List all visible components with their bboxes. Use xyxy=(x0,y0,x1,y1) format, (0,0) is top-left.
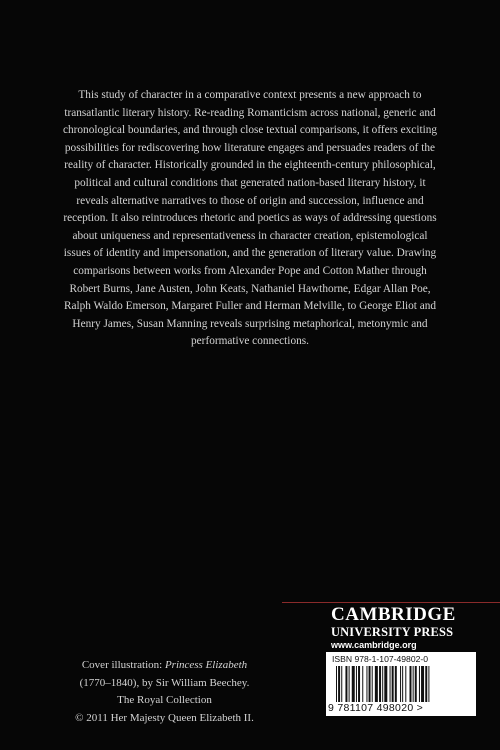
credit-line-3: The Royal Collection xyxy=(117,694,212,706)
credit-line-1: Cover illustration: Princess Elizabeth xyxy=(81,659,248,671)
publisher-url: www.cambridge.org xyxy=(331,640,417,650)
isbn-barcode-box xyxy=(326,652,476,716)
book-description: This study of character in a comparative context presents a new approach to transatlantic literary history. Re-reading Romanticism across national, generic and chronological boundaries, and through close textual comparisons, it offers exciting possibilities for rediscovering how literature engages and persuades readers of the reality of character. Historically grounded in the eighteenth-century philosophical, political and cultural conditions that generated nation-based literary history, it reveals alternative narratives to those of origin and succession, influence and reception. It also reintroduces rhetoric and poetics as ways of addressing questions about uniqueness and representativeness in character creation, epistemological issues of identity and impersonation, and the generation of literary value. Drawing comparisons between works from Alexander Pope and Cotton Mather through Robert Burns, Jane Austen, John Keats, Nathaniel Hawthorne, Edgar Allan Poe, Ralph Waldo Emerson, Margaret Fuller and Herman Melville, to George Eliot and Henry James, Susan Manning reveals surprising metaphorical, metonymic and performative connections. xyxy=(62,89,438,348)
divider-line xyxy=(282,602,500,603)
painting-title: Princess Elizabeth xyxy=(164,659,248,671)
credit-line-4: © 2011 Her Majesty Queen Elizabeth II. xyxy=(75,711,254,724)
cover-illustration-credit xyxy=(62,657,267,727)
barcode-icon xyxy=(334,666,470,702)
isbn-label: ISBN 978-1-107-49802-0 xyxy=(332,654,429,664)
credit-line-2: (1770–1840), by Sir William Beechey. xyxy=(79,676,250,689)
publisher-logo xyxy=(331,605,471,651)
publisher-subtitle: UNIVERSITY PRESS xyxy=(331,625,454,639)
publisher-name: CAMBRIDGE xyxy=(331,604,456,625)
barcode-digits: 9 781107 498020 > xyxy=(328,702,424,714)
